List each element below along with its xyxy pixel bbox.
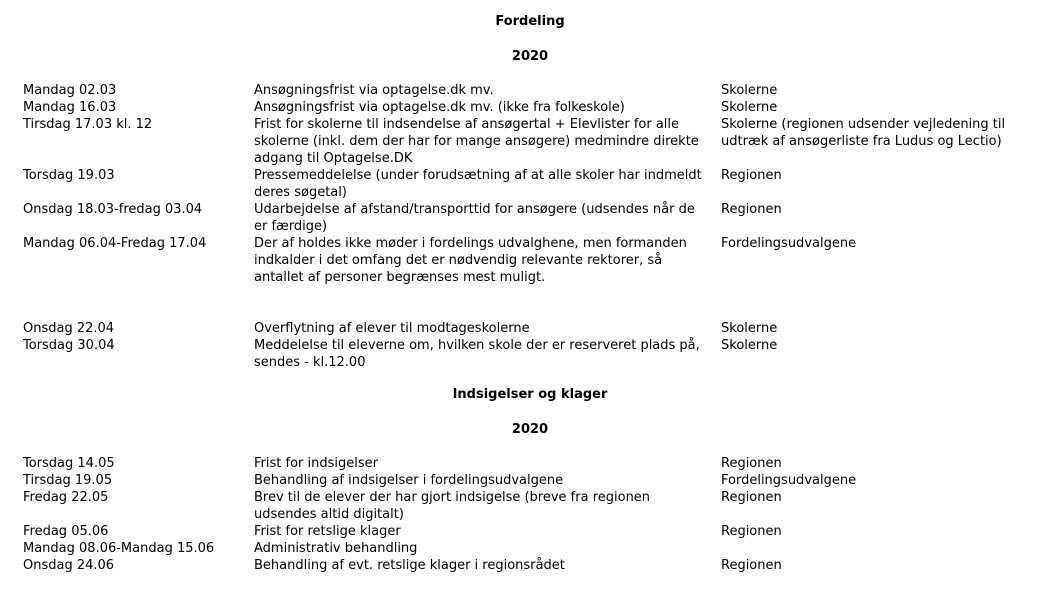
schedule-row — [23, 523, 1033, 540]
row-date: Torsdag 19.03 — [23, 168, 115, 183]
schedule-row — [23, 557, 1033, 574]
schedule-row — [23, 540, 1033, 557]
row-responsible: Skolerne — [721, 338, 778, 353]
row-date: Tirsdag 17.03 kl. 12 — [23, 117, 153, 132]
row-description: Meddelelse til eleverne om, hvilken skole der er reserveret plads på, sendes - kl.12.00 — [254, 338, 700, 370]
row-description: Der af holdes ikke møder i fordelings udvalghene, men formanden indkalder i det omfang det er nødvendig relevante rektorer, så antallet af personer begrænses mest muligt. — [254, 236, 687, 285]
row-description: Pressemeddelelse (under forudsætning af at alle skoler har indmeldt deres søgetal) — [254, 168, 702, 200]
section-title-fordeling: Fordeling — [495, 14, 565, 29]
row-date: Mandag 02.03 — [23, 83, 117, 98]
row-description: Ansøgningsfrist via optagelse.dk mv. — [254, 83, 494, 98]
row-responsible: Regionen — [721, 456, 782, 471]
row-description: Brev til de elever der har gjort indsigelse (breve fra regionen udsendes altid digitalt) — [254, 490, 651, 522]
row-responsible: Skolerne — [721, 83, 778, 98]
row-responsible: Regionen — [721, 558, 782, 573]
schedule-row — [23, 455, 1033, 472]
schedule-row — [23, 235, 1033, 320]
row-responsible: Skolerne — [721, 321, 778, 336]
row-date: Onsdag 22.04 — [23, 321, 115, 336]
section-year-indsigelser: 2020 — [511, 422, 549, 437]
section-year-fordeling: 2020 — [511, 49, 549, 64]
row-responsible: Fordelingsudvalgene — [721, 236, 857, 251]
row-date: Fredag 22.05 — [23, 490, 109, 505]
row-date: Onsdag 18.03-fredag 03.04 — [23, 202, 203, 217]
schedule-table-fordeling — [23, 82, 1033, 371]
row-description: Ansøgningsfrist via optagelse.dk mv. (ikke fra folkeskole) — [254, 100, 625, 115]
row-date: Fredag 05.06 — [23, 524, 109, 539]
row-responsible — [721, 540, 1021, 557]
row-responsible: Fordelingsudvalgene — [721, 473, 857, 488]
row-description: Udarbejdelse af afstand/transporttid for ansøgere (udsendes når de er færdige) — [254, 202, 695, 234]
row-responsible: Regionen — [721, 524, 782, 539]
row-description: Frist for indsigelser — [254, 456, 378, 471]
row-description: Behandling af indsigelser i fordelingsudvalgene — [254, 473, 564, 488]
schedule-row — [23, 116, 1033, 167]
row-date: Mandag 06.04-Fredag 17.04 — [23, 236, 207, 251]
row-date: Torsdag 14.05 — [23, 456, 115, 471]
schedule-row — [23, 320, 1033, 337]
row-responsible: Skolerne — [721, 100, 778, 115]
row-date: Mandag 08.06-Mandag 15.06 — [23, 541, 215, 556]
row-responsible: Regionen — [721, 202, 782, 217]
schedule-row — [23, 167, 1033, 201]
row-responsible: Regionen — [721, 168, 782, 183]
section-title-indsigelser: Indsigelser og klager — [452, 387, 608, 402]
row-date: Torsdag 30.04 — [23, 338, 115, 353]
row-date: Mandag 16.03 — [23, 100, 117, 115]
row-description: Frist for retslige klager — [254, 524, 401, 539]
schedule-row — [23, 99, 1033, 116]
row-date: Tirsdag 19.05 — [23, 473, 113, 488]
row-responsible: Skolerne (regionen udsender vejledening til udtræk af ansøgerliste fra Ludus og Lectio) — [721, 117, 1006, 149]
schedule-row — [23, 201, 1033, 235]
row-responsible: Regionen — [721, 490, 782, 505]
schedule-row — [23, 82, 1033, 99]
row-description: Behandling af evt. retslige klager i regionsrådet — [254, 558, 565, 573]
schedule-row — [23, 489, 1033, 523]
schedule-row — [23, 337, 1033, 371]
row-description: Overflytning af elever til modtageskolerne — [254, 321, 530, 336]
row-description: Administrativ behandling — [254, 541, 418, 556]
schedule-row — [23, 472, 1033, 489]
row-date: Onsdag 24.06 — [23, 558, 115, 573]
row-description: Frist for skolerne til indsendelse af ansøgertal + Elevlister for alle skolerne (inkl. dem der har for mange ansøgere) medmindre direkte adgang til Optagelse.DK — [254, 117, 699, 166]
schedule-table-indsigelser — [23, 455, 1033, 574]
